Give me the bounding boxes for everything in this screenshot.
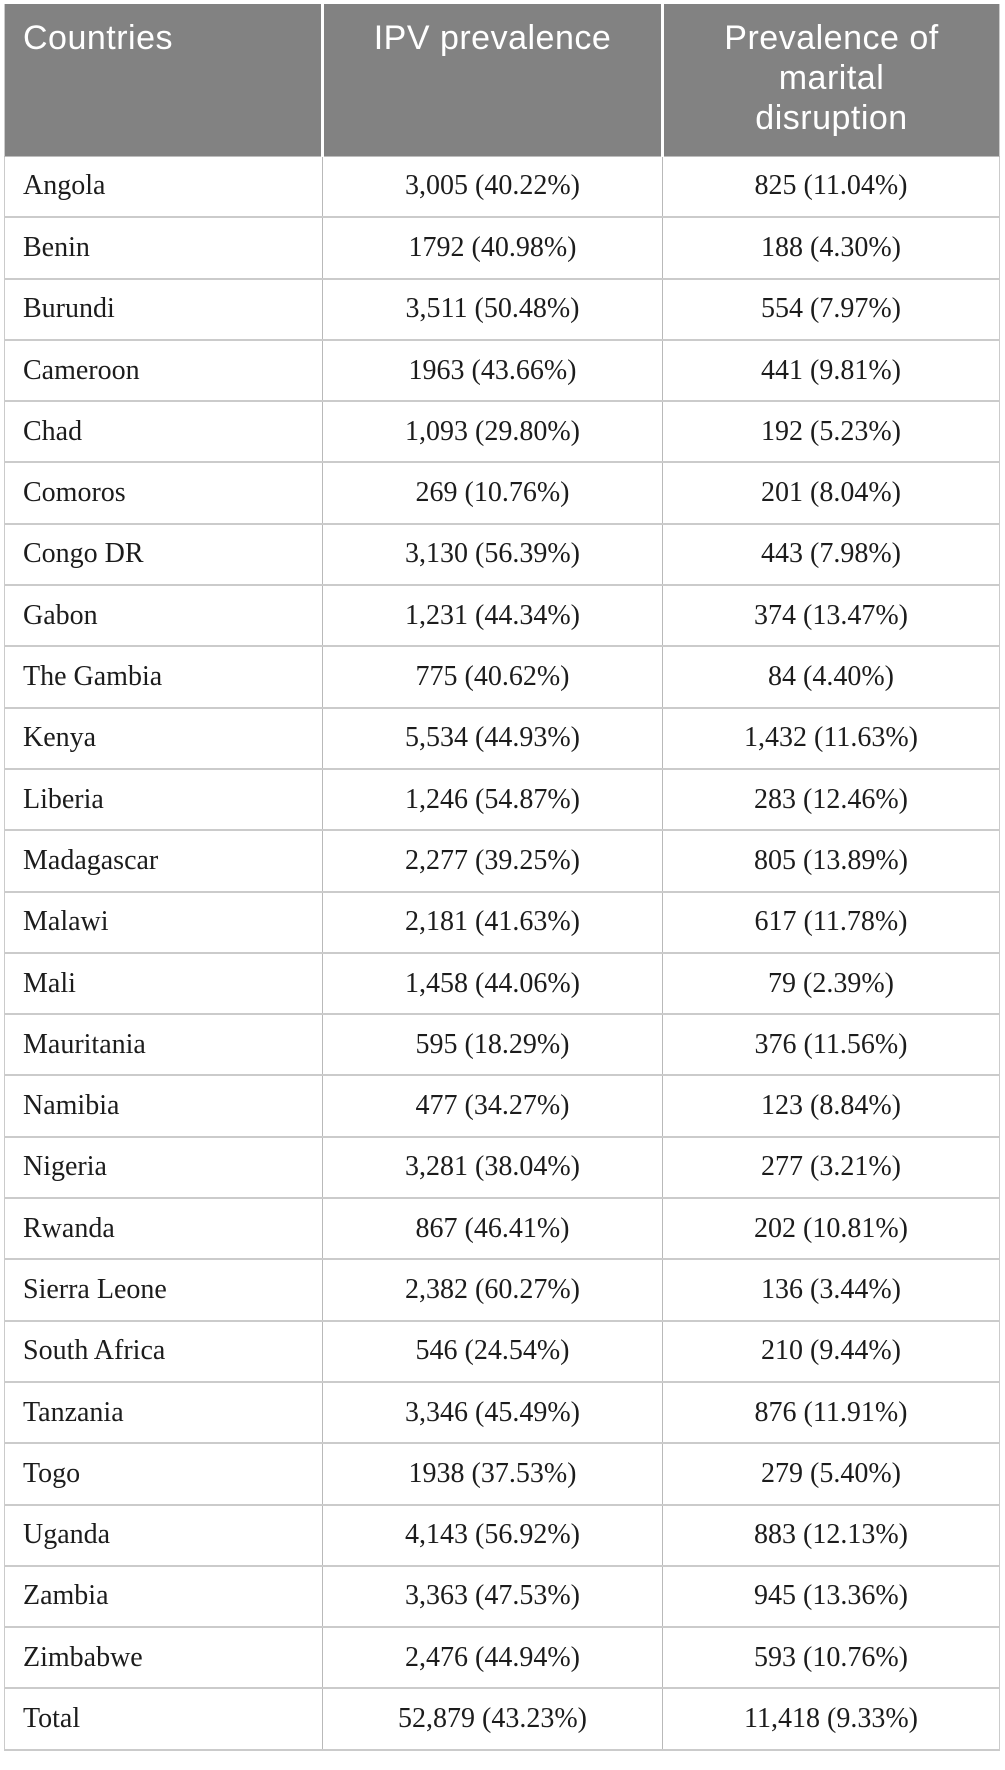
disruption-cell: 441 (9.81%) (663, 340, 1000, 401)
ipv-cell: 1963 (43.66%) (323, 340, 663, 401)
header-ipv-prevalence-label: IPV prevalence (373, 19, 612, 57)
disruption-cell: 1,432 (11.63%) (663, 708, 1000, 769)
header-ipv-prevalence (323, 4, 663, 156)
ipv-cell: 1792 (40.98%) (323, 217, 663, 278)
table-row (5, 1137, 1000, 1198)
country-cell: Togo (5, 1443, 323, 1504)
disruption-cell: 376 (11.56%) (663, 1014, 1000, 1075)
country-cell: Comoros (5, 462, 323, 523)
table-row (5, 1382, 1000, 1443)
header-countries (5, 4, 323, 156)
header-marital-disruption-label: Prevalence of marital disruption (724, 19, 939, 137)
country-cell: Kenya (5, 708, 323, 769)
table-row (5, 1198, 1000, 1259)
table-row (5, 1566, 1000, 1627)
country-cell: Tanzania (5, 1382, 323, 1443)
ipv-cell: 3,363 (47.53%) (323, 1566, 663, 1627)
ipv-cell: 3,511 (50.48%) (323, 279, 663, 340)
disruption-cell: 374 (13.47%) (663, 585, 1000, 646)
table-row (5, 1259, 1000, 1320)
table-row (5, 340, 1000, 401)
country-cell: Gabon (5, 585, 323, 646)
country-cell: South Africa (5, 1321, 323, 1382)
country-cell: Burundi (5, 279, 323, 340)
disruption-cell: 202 (10.81%) (663, 1198, 1000, 1259)
table-row (5, 156, 1000, 217)
ipv-cell: 2,476 (44.94%) (323, 1627, 663, 1688)
country-cell: Liberia (5, 769, 323, 830)
ipv-cell: 1,246 (54.87%) (323, 769, 663, 830)
ipv-cell: 3,005 (40.22%) (323, 156, 663, 217)
ipv-cell: 269 (10.76%) (323, 462, 663, 523)
disruption-cell: 945 (13.36%) (663, 1566, 1000, 1627)
ipv-cell: 2,277 (39.25%) (323, 830, 663, 891)
country-cell: The Gambia (5, 646, 323, 707)
table-row (5, 830, 1000, 891)
table-row (5, 708, 1000, 769)
disruption-cell: 123 (8.84%) (663, 1075, 1000, 1136)
country-cell: Mali (5, 953, 323, 1014)
disruption-cell: 84 (4.40%) (663, 646, 1000, 707)
country-cell: Mauritania (5, 1014, 323, 1075)
table-row (5, 1075, 1000, 1136)
ipv-cell: 477 (34.27%) (323, 1075, 663, 1136)
ipv-cell: 1,231 (44.34%) (323, 585, 663, 646)
disruption-cell: 277 (3.21%) (663, 1137, 1000, 1198)
header-row (5, 4, 1000, 156)
country-cell: Angola (5, 156, 323, 217)
disruption-cell: 554 (7.97%) (663, 279, 1000, 340)
total-row (5, 1688, 1000, 1749)
table-row (5, 585, 1000, 646)
ipv-cell: 3,346 (45.49%) (323, 1382, 663, 1443)
disruption-cell: 883 (12.13%) (663, 1505, 1000, 1566)
country-cell: Rwanda (5, 1198, 323, 1259)
table-row (5, 1443, 1000, 1504)
country-cell: Benin (5, 217, 323, 278)
country-cell: Congo DR (5, 524, 323, 585)
ipv-cell: 3,130 (56.39%) (323, 524, 663, 585)
table-row (5, 953, 1000, 1014)
table-row (5, 646, 1000, 707)
country-cell: Malawi (5, 892, 323, 953)
ipv-cell: 1,093 (29.80%) (323, 401, 663, 462)
table-row (5, 217, 1000, 278)
country-cell: Uganda (5, 1505, 323, 1566)
disruption-cell: 805 (13.89%) (663, 830, 1000, 891)
ipv-cell: 595 (18.29%) (323, 1014, 663, 1075)
disruption-cell: 210 (9.44%) (663, 1321, 1000, 1382)
country-cell: Namibia (5, 1075, 323, 1136)
country-cell: Zambia (5, 1566, 323, 1627)
country-cell: Chad (5, 401, 323, 462)
disruption-cell: 136 (3.44%) (663, 1259, 1000, 1320)
table-row (5, 769, 1000, 830)
disruption-cell: 79 (2.39%) (663, 953, 1000, 1014)
ipv-cell: 867 (46.41%) (323, 1198, 663, 1259)
ipv-cell: 4,143 (56.92%) (323, 1505, 663, 1566)
disruption-cell: 201 (8.04%) (663, 462, 1000, 523)
disruption-cell: 283 (12.46%) (663, 769, 1000, 830)
ipv-cell: 1,458 (44.06%) (323, 953, 663, 1014)
ipv-cell: 2,181 (41.63%) (323, 892, 663, 953)
disruption-cell: 279 (5.40%) (663, 1443, 1000, 1504)
disruption-cell: 11,418 (9.33%) (663, 1688, 1000, 1749)
table-row (5, 892, 1000, 953)
disruption-cell: 443 (7.98%) (663, 524, 1000, 585)
table-row (5, 1321, 1000, 1382)
disruption-cell: 876 (11.91%) (663, 1382, 1000, 1443)
table-row (5, 1014, 1000, 1075)
country-cell: Cameroon (5, 340, 323, 401)
disruption-cell: 617 (11.78%) (663, 892, 1000, 953)
table-body (5, 156, 1000, 1750)
table-row (5, 524, 1000, 585)
country-cell: Zimbabwe (5, 1627, 323, 1688)
prevalence-table (4, 4, 1000, 1751)
disruption-cell: 192 (5.23%) (663, 401, 1000, 462)
ipv-cell: 2,382 (60.27%) (323, 1259, 663, 1320)
ipv-cell: 52,879 (43.23%) (323, 1688, 663, 1749)
disruption-cell: 188 (4.30%) (663, 217, 1000, 278)
country-cell: Nigeria (5, 1137, 323, 1198)
disruption-cell: 825 (11.04%) (663, 156, 1000, 217)
disruption-cell: 593 (10.76%) (663, 1627, 1000, 1688)
table-row (5, 401, 1000, 462)
table-header (5, 4, 1000, 156)
table-row (5, 279, 1000, 340)
header-marital-disruption (663, 4, 1000, 156)
ipv-cell: 5,534 (44.93%) (323, 708, 663, 769)
header-countries-label: Countries (23, 19, 174, 57)
ipv-cell: 775 (40.62%) (323, 646, 663, 707)
country-cell: Total (5, 1688, 323, 1749)
ipv-cell: 1938 (37.53%) (323, 1443, 663, 1504)
table-row (5, 462, 1000, 523)
ipv-cell: 546 (24.54%) (323, 1321, 663, 1382)
table-row (5, 1627, 1000, 1688)
country-cell: Madagascar (5, 830, 323, 891)
table-row (5, 1505, 1000, 1566)
country-cell: Sierra Leone (5, 1259, 323, 1320)
ipv-cell: 3,281 (38.04%) (323, 1137, 663, 1198)
